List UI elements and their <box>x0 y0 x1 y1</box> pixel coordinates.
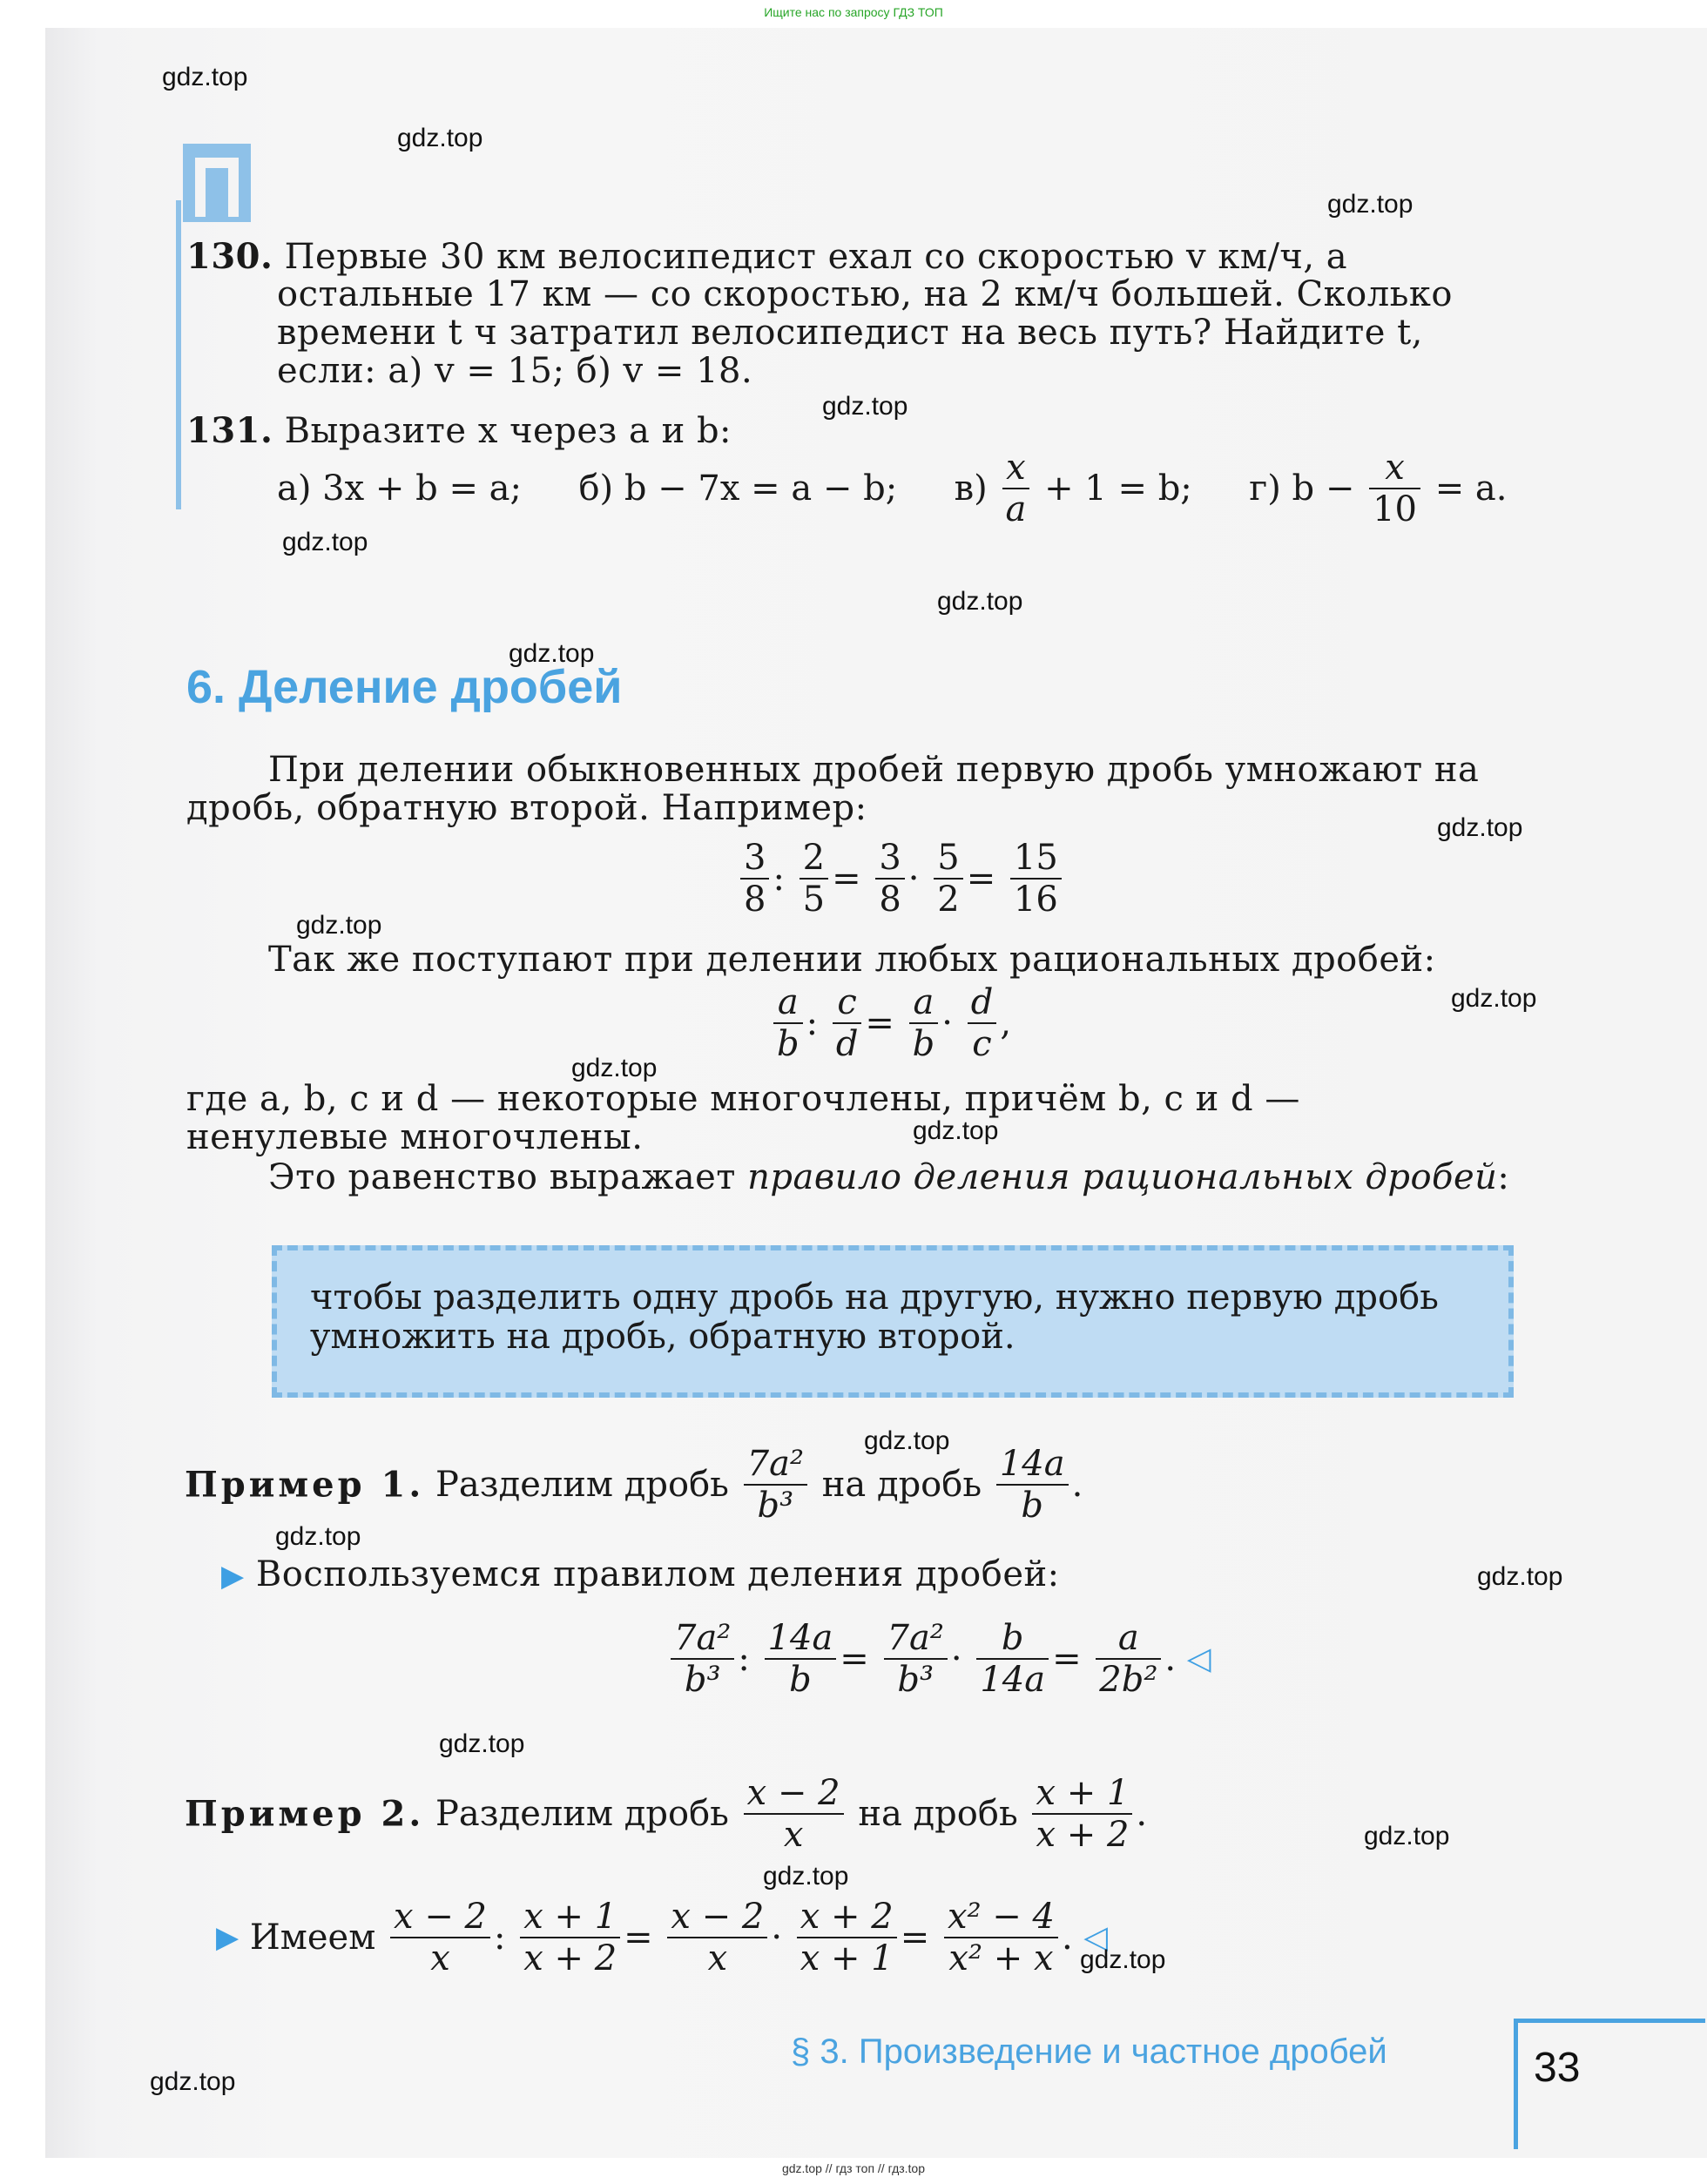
exercise-131-items <box>277 448 1508 529</box>
watermark: gdz.top <box>937 587 1023 616</box>
fraction: $\frac{c}{d}$ <box>833 982 862 1064</box>
fraction: $\frac{2}{5}$ <box>800 838 828 920</box>
item-v-fraction: $\frac{x}{a}$ <box>1002 448 1030 529</box>
bottom-banner: gdz.top // гдз топ // гдз.top <box>781 2161 926 2175</box>
top-banner: Ищите нас по запросу ГДЗ ТОП <box>764 5 943 19</box>
example-1-statement: Пример 1. Разделим дробь $\frac{\text{7a²}}{\text{b³}}$ на дробь $\frac{14a}{b}$ . <box>185 1444 1083 1526</box>
watermark: gdz.top <box>822 392 908 421</box>
section-heading: 6. Деление дробей <box>186 661 623 713</box>
fraction: $\frac{x - 2}{x}$ <box>744 1773 844 1855</box>
watermark: gdz.top <box>913 1116 999 1145</box>
example-1-intro: ▶ Воспользуемся правилом деления дробей: <box>221 1554 1060 1594</box>
fraction: $\frac{3}{8}$ <box>740 838 769 920</box>
page-number-box <box>1514 2019 1705 2149</box>
fraction: $\frac{5}{2}$ <box>934 838 962 920</box>
item-g-rest: = a. <box>1434 468 1508 509</box>
example-label: Пример 2. <box>185 1793 425 1835</box>
item-v-label: в) <box>954 468 988 509</box>
fraction: $\frac{15}{16}$ <box>1010 838 1062 920</box>
paragraph-line: дробь, обратную второй. Например: <box>186 788 867 828</box>
fraction: $\frac{3}{8}$ <box>875 838 904 920</box>
paragraph-line: где a, b, c и d — некоторые многочлены, причём b, c и d — <box>186 1079 1300 1119</box>
item-a: а) 3x + b = a; <box>277 468 522 509</box>
watermark: gdz.top <box>1451 984 1537 1013</box>
watermark: gdz.top <box>439 1729 525 1758</box>
p-marker-icon <box>183 144 251 222</box>
fraction: $\frac{14a}{b}$ <box>996 1444 1069 1526</box>
example-2-solution: ▶ Имеем $\frac{x - 2}{x}$ : $\frac{x + 1}{x + 2}$ = $\frac{x - 2}{x}$ · $\frac{x + 2}{x + 1}$ = $\frac{\text{x² − 4}}{\text{x² + x}}$ . ◁ <box>216 1897 1109 1978</box>
item-g-fraction: $\frac{x}{10}$ <box>1369 448 1420 529</box>
fraction: $\frac{d}{c}$ <box>968 982 997 1064</box>
fraction: $\frac{a}{b}$ <box>773 982 803 1064</box>
watermark: gdz.top <box>1327 190 1414 219</box>
rule-text-line: умножить на дробь, обратную второй. <box>310 1317 1015 1357</box>
watermark: gdz.top <box>509 639 595 668</box>
paragraph-line: Так же поступают при делении любых рациональных дробей: <box>268 940 1436 980</box>
exercise-131 <box>186 411 732 451</box>
footer-section-title: § 3. Произведение и частное дробей <box>791 2032 1387 2071</box>
fraction: $\frac{14a}{b}$ <box>765 1618 837 1700</box>
exercise-side-line <box>176 200 181 509</box>
fraction: $\frac{x - 2}{x}$ <box>667 1897 767 1978</box>
italic-term: правило деления рациональных дробей <box>747 1157 1498 1197</box>
watermark: gdz.top <box>763 1862 849 1891</box>
watermark: gdz.top <box>1437 813 1523 842</box>
paragraph-line: ненулевые многочлены. <box>186 1117 644 1157</box>
item-g-label: г) b − <box>1249 468 1355 509</box>
watermark: gdz.top <box>162 63 248 91</box>
fraction: $\frac{\text{7a²}}{\text{b³}}$ <box>744 1444 807 1526</box>
watermark: gdz.top <box>397 124 483 152</box>
paragraph-line: При делении обыкновенных дробей первую дробь умножают на <box>268 750 1480 790</box>
exercise-number: 130. <box>186 236 273 277</box>
fraction: $\frac{\text{7a²}}{\text{b³}}$ <box>884 1618 948 1700</box>
numeric-division-example: $\frac{3}{8}$ : $\frac{2}{5}$ = $\frac{3}{8}$ · $\frac{5}{2}$ = $\frac{15}{16}$ <box>737 838 1065 920</box>
item-b: б) b − 7x = a − b; <box>578 468 898 509</box>
example-2-statement: Пример 2. Разделим дробь $\frac{x - 2}{x}$ на дробь $\frac{x + 1}{x + 2}$ . <box>185 1773 1148 1855</box>
fraction: $\frac{x + 1}{x + 2}$ <box>1032 1773 1132 1855</box>
solution-start-icon: ▶ <box>221 1559 245 1594</box>
exercise-text-line: Выразите x через a и b: <box>284 411 732 451</box>
watermark: gdz.top <box>1364 1822 1450 1850</box>
fraction: $\frac{x - 2}{x}$ <box>390 1897 490 1978</box>
general-division-formula: $\frac{a}{b}$ : $\frac{c}{d}$ = $\frac{a}{b}$ · $\frac{d}{c}$ , <box>770 982 1011 1064</box>
fraction: $\frac{\text{7a²}}{\text{b³}}$ <box>671 1618 734 1700</box>
watermark: gdz.top <box>1477 1562 1563 1591</box>
fraction: $\frac{a}{b}$ <box>909 982 939 1064</box>
watermark: gdz.top <box>296 911 382 940</box>
watermark: gdz.top <box>864 1426 950 1455</box>
exercise-text-line: времени t ч затратил велосипедист на весь путь? Найдите t, <box>277 313 1423 353</box>
page-number: 33 <box>1534 2045 1581 2091</box>
example-label: Пример 1. <box>185 1464 425 1506</box>
exercise-130 <box>186 237 1347 277</box>
exercise-text-line: если: а) v = 15; б) v = 18. <box>277 351 753 391</box>
fraction: $\frac{x + 1}{x + 2}$ <box>520 1897 620 1978</box>
exercise-text-line: Первые 30 км велосипедист ехал со скоростью v км/ч, а <box>284 237 1348 277</box>
paragraph-line: Это равенство выражает правило деления рациональных дробей: <box>268 1157 1510 1197</box>
watermark: gdz.top <box>275 1522 361 1551</box>
fraction: $\frac{x + 2}{x + 1}$ <box>797 1897 897 1978</box>
item-v-rest: + 1 = b; <box>1044 468 1192 509</box>
exercise-text-line: остальные 17 км — со скоростью, на 2 км/ч большей. Сколько <box>277 274 1454 314</box>
watermark: gdz.top <box>1080 1945 1166 1974</box>
fraction: $\frac{b}{14a}$ <box>976 1618 1049 1700</box>
example-1-solution: $\frac{\text{7a²}}{\text{b³}}$ : $\frac{14a}{b}$ = $\frac{\text{7a²}}{\text{b³}}$ · $\frac{b}{14a}$ = $\frac{a}{\text{2b²}}$ . ◁ <box>667 1618 1211 1700</box>
watermark: gdz.top <box>282 528 368 556</box>
watermark: gdz.top <box>150 2067 236 2096</box>
exercise-number: 131. <box>186 410 273 451</box>
solution-end-icon: ◁ <box>1186 1641 1211 1677</box>
fraction: $\frac{a}{\text{2b²}}$ <box>1096 1618 1161 1700</box>
solution-start-icon: ▶ <box>216 1920 240 1955</box>
watermark: gdz.top <box>571 1054 658 1082</box>
solution-end-icon: ◁ <box>1083 1919 1109 1956</box>
rule-text-line: чтобы разделить одну дробь на другую, нужно первую дробь <box>310 1277 1439 1318</box>
fraction: $\frac{\text{x² − 4}}{\text{x² + x}}$ <box>944 1897 1058 1978</box>
